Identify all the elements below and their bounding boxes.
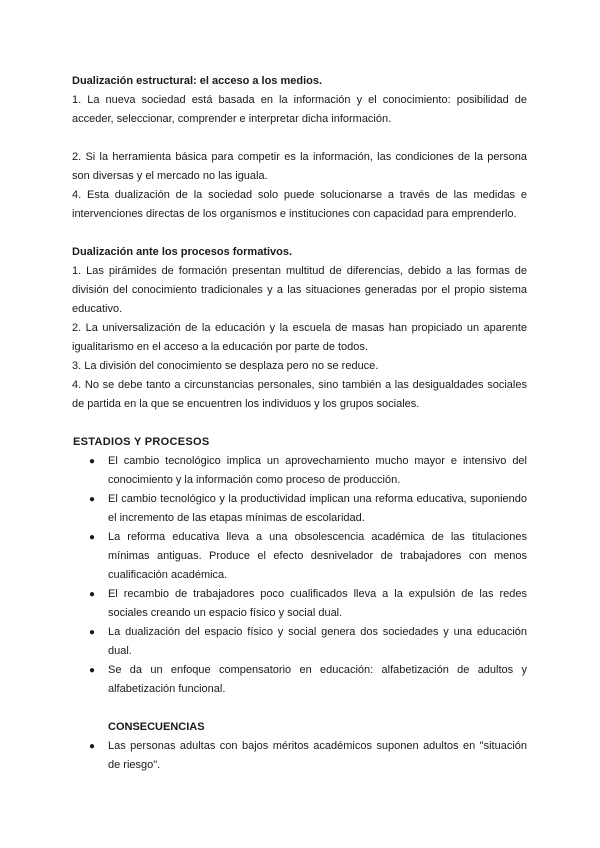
bullet-list-estadios xyxy=(72,452,527,699)
bullet-icon: ● xyxy=(89,741,96,752)
list-item xyxy=(72,585,527,623)
section-title-estadios: ESTADIOS Y PROCESOS xyxy=(73,436,210,448)
list-item xyxy=(72,490,527,528)
list-item-text: Las personas adultas con bajos méritos académicos suponen adultos en "situación de riesgo". xyxy=(108,740,527,771)
paragraph: 4. Esta dualización de la sociedad solo puede solucionarse a través de las medidas e intervenciones directas de los organismos e instituciones con capacidad para emprenderlo. xyxy=(72,189,527,220)
blank-line xyxy=(72,414,527,433)
list-item xyxy=(72,528,527,585)
bullet-icon: ● xyxy=(89,589,96,600)
paragraph: 3. La división del conocimiento se desplaza pero no se reduce. xyxy=(72,360,379,372)
bullet-icon: ● xyxy=(89,494,96,505)
blank-line xyxy=(72,129,527,148)
list-item-text: La dualización del espacio físico y social genera dos sociedades y una educación dual. xyxy=(108,626,527,657)
paragraph: 1. Las pirámides de formación presentan multitud de diferencias, debido a las formas de división del conocimiento tradicionales y a las situaciones generadas por el propio sistema educativo. xyxy=(72,265,527,315)
section-title-consecuencias: CONSECUENCIAS xyxy=(108,721,205,733)
paragraph: 4. No se debe tanto a circunstancias personales, sino también a las desigualdades sociales de partida en la que se encuentren los individuos y los grupos sociales. xyxy=(72,379,527,410)
blank-line xyxy=(72,224,527,243)
list-item xyxy=(72,623,527,661)
bullet-list-consecuencias xyxy=(72,737,527,775)
paragraph: 2. Si la herramienta básica para competir es la información, las condiciones de la persona son diversas y el mercado no las iguala. xyxy=(72,151,527,182)
document-page xyxy=(72,72,527,775)
list-item-text: El cambio tecnológico y la productividad implican una reforma educativa, suponiendo el incremento de las etapas mínimas de escolaridad. xyxy=(108,493,527,524)
blank-line xyxy=(72,699,527,718)
list-item xyxy=(72,661,527,699)
bullet-icon: ● xyxy=(89,456,96,467)
bullet-icon: ● xyxy=(89,665,96,676)
list-item-text: El cambio tecnológico implica un aprovechamiento mucho mayor e intensivo del conocimiento y la información como proceso de producción. xyxy=(108,455,527,486)
list-item xyxy=(72,452,527,490)
list-item-text: El recambio de trabajadores poco cualificados lleva a la expulsión de las redes sociales creando un espacio físico y social dual. xyxy=(108,588,527,619)
section-heading-procesos-formativos: Dualización ante los procesos formativos. xyxy=(72,246,293,258)
list-item-text: Se da un enfoque compensatorio en educación: alfabetización de adultos y alfabetización funcional. xyxy=(108,664,527,695)
paragraph: 2. La universalización de la educación y la escuela de masas han propiciado un aparente igualitarismo en el acceso a la educación por parte de todos. xyxy=(72,322,527,353)
section-heading-acceso-medios: Dualización estructural: el acceso a los medios. xyxy=(72,75,323,87)
list-item-text: La reforma educativa lleva a una obsolescencia académica de las titulaciones mínimas antiguas. Produce el efecto desnivelador de trabajadores con menos cualificación académica. xyxy=(108,531,527,581)
list-item xyxy=(72,737,527,775)
bullet-icon: ● xyxy=(89,627,96,638)
paragraph: 1. La nueva sociedad está basada en la información y el conocimiento: posibilidad de acceder, seleccionar, comprender e interpretar dicha información. xyxy=(72,94,527,125)
bullet-icon: ● xyxy=(89,532,96,543)
